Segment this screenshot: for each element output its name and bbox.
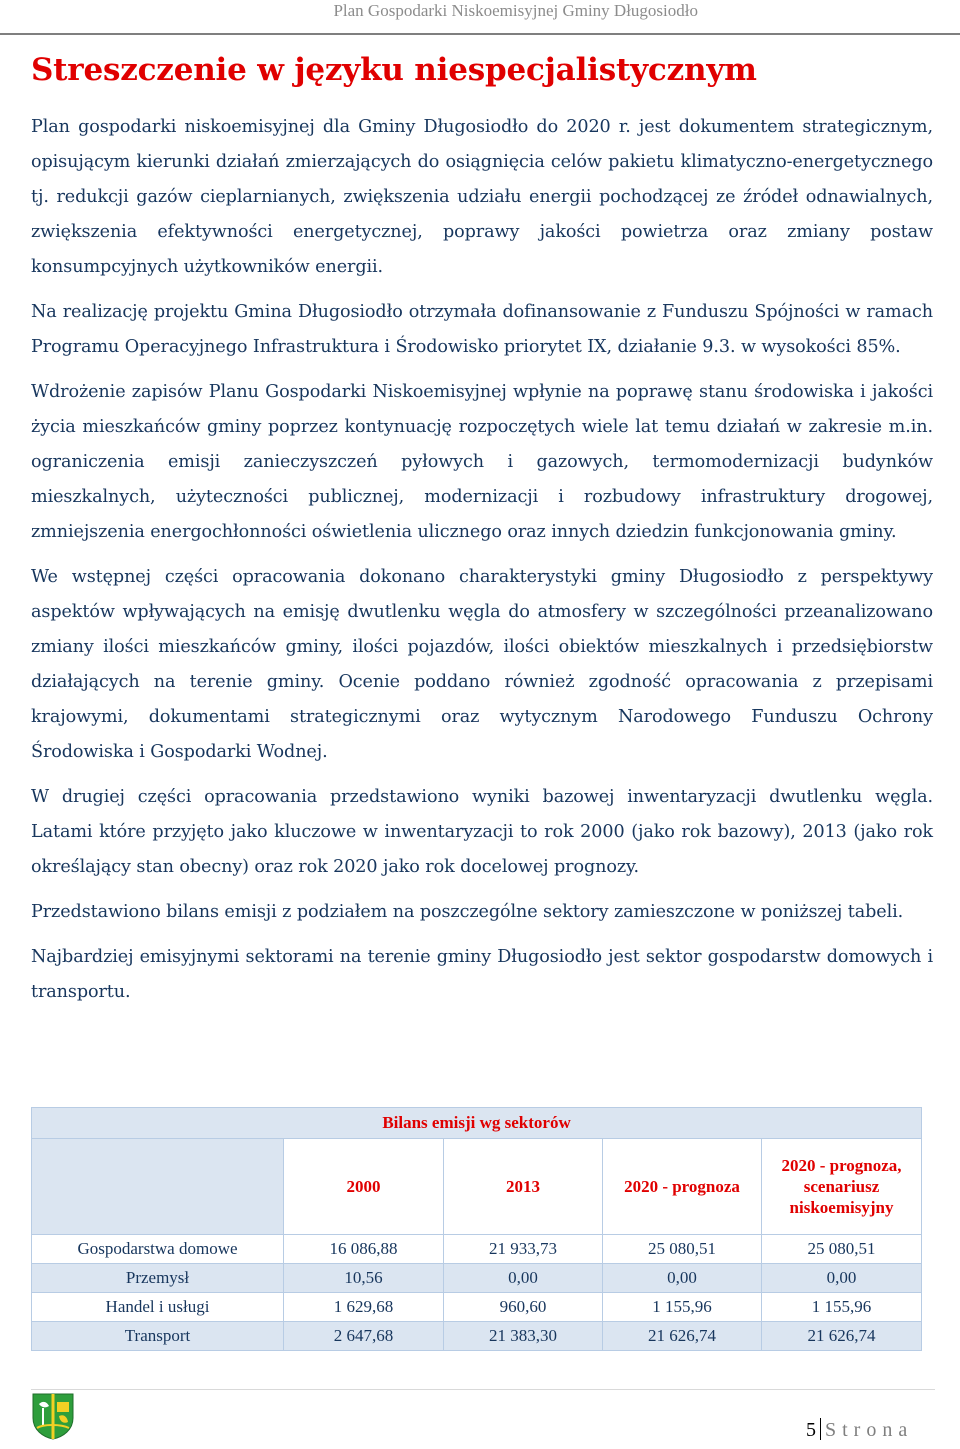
gmina-crest-icon — [31, 1392, 75, 1440]
row-label: Przemysł — [32, 1264, 284, 1293]
page-number-value: 5 — [806, 1419, 816, 1441]
paragraph-4: We wstępnej części opracowania dokonano charakterystyki gminy Długosiodło z perspektywy aspektów wpływających na emisję dwutlenku węgla do atmosfery w szczególności przeanalizowano zmiany ilości mieszkańców gminy, ilości pojazdów, ilości obiektów mieszkalnych i przedsiębiorstw działających na terenie gminy. Ocenie poddano również zgodność opracowania z przepisami krajowymi, dokumentami strategicznymi oraz wytycznym Narodowego Funduszu Ochrony Środowiska i Gospodarki Wodnej. — [31, 567, 933, 762]
cell-value: 0,00 — [762, 1264, 922, 1293]
cell-value: 0,00 — [444, 1264, 603, 1293]
table-header-2000: 2000 — [284, 1139, 444, 1235]
cell-value: 16 086,88 — [284, 1235, 444, 1264]
table-header-blank — [32, 1139, 284, 1235]
table-row — [32, 1322, 922, 1351]
section-heading: Streszczenie w języku niespecjalistycznym — [31, 52, 757, 88]
cell-value: 2 647,68 — [284, 1322, 444, 1351]
table-header-2020-forecast: 2020 - prognoza — [603, 1139, 762, 1235]
cell-value: 1 155,96 — [603, 1293, 762, 1322]
header-divider — [0, 33, 960, 35]
row-label: Transport — [32, 1322, 284, 1351]
paragraph-2: Na realizację projektu Gmina Długosiodło otrzymała dofinansowanie z Funduszu Spójności w ramach Programu Operacyjnego Infrastruktura i Środowisko priorytet IX, działanie 9.3. w wysokości 85%. — [31, 302, 933, 357]
cell-value: 1 629,68 — [284, 1293, 444, 1322]
page-number — [806, 1418, 913, 1442]
table-title: Bilans emisji wg sektorów — [32, 1108, 922, 1139]
page-number-separator — [820, 1418, 821, 1440]
paragraph-3: Wdrożenie zapisów Planu Gospodarki Niskoemisyjnej wpłynie na poprawę stanu środowiska i jakości życia mieszkańców gminy poprzez kontynuację rozpoczętych wiele lat temu działań w zakresie m.in. ograniczenia emisji zanieczyszczeń pyłowych i gazowych, termomodernizacji budynków mieszkalnych, użyteczności publicznej, modernizacji i rozbudowy infrastruktury drogowej, zmniejszenia energochłonności oświetlenia ulicznego oraz innych dziedzin funkcjonowania gminy. — [31, 382, 933, 542]
table-header-2020-low-emission — [762, 1139, 922, 1235]
cell-value: 0,00 — [603, 1264, 762, 1293]
paragraph-5: W drugiej części opracowania przedstawiono wyniki bazowej inwentaryzacji dwutlenku węgla. Latami które przyjęto jako kluczowe w inwentaryzacji to rok 2000 (jako rok bazowy), 2013 (jako rok określający stan obecny) oraz rok 2020 jako rok docelowej prognozy. — [31, 787, 933, 877]
paragraph-7: Najbardziej emisyjnymi sektorami na terenie gminy Długosiodło jest sektor gospodarstw domowych i transportu. — [31, 947, 933, 1002]
table-row — [32, 1264, 922, 1293]
cell-value: 21 383,30 — [444, 1322, 603, 1351]
table-header-2013: 2013 — [444, 1139, 603, 1235]
page-header — [0, 0, 960, 30]
cell-value: 10,56 — [284, 1264, 444, 1293]
cell-value: 1 155,96 — [762, 1293, 922, 1322]
body-text — [31, 110, 933, 1020]
row-label: Gospodarstwa domowe — [32, 1235, 284, 1264]
paragraph-6: Przedstawiono bilans emisji z podziałem na poszczególne sektory zamieszczone w poniższej tabeli. — [31, 902, 904, 922]
paragraph-1: Plan gospodarki niskoemisyjnej dla Gminy Długosiodło do 2020 r. jest dokumentem strategicznym, opisującym kierunki działań zmierzających do osiągnięcia celów pakietu klimatyczno-energetycznego tj. redukcji gazów cieplarnianych, zwiększenia udziału energii pochodzącej ze źródeł odnawialnych, zwiększenia efektywności energetycznej, poprawy jakości powietrza oraz zmiany postaw konsumpcyjnych użytkowników energii. — [31, 117, 933, 277]
cell-value: 25 080,51 — [762, 1235, 922, 1264]
page-word: Strona — [825, 1419, 914, 1441]
cell-value: 21 626,74 — [762, 1322, 922, 1351]
header-title: Plan Gospodarki Niskoemisyjnej Gminy Długosiodło — [333, 1, 698, 20]
cell-value: 21 626,74 — [603, 1322, 762, 1351]
cell-value: 21 933,73 — [444, 1235, 603, 1264]
table-row — [32, 1293, 922, 1322]
cell-value: 25 080,51 — [603, 1235, 762, 1264]
table-row — [32, 1235, 922, 1264]
table-header-2020-low-emission-text: 2020 - prognoza, scenariusz niskoemisyjny — [781, 1156, 902, 1217]
footer-divider — [31, 1389, 935, 1390]
row-label: Handel i usługi — [32, 1293, 284, 1322]
emission-balance-table — [31, 1107, 922, 1351]
cell-value: 960,60 — [444, 1293, 603, 1322]
